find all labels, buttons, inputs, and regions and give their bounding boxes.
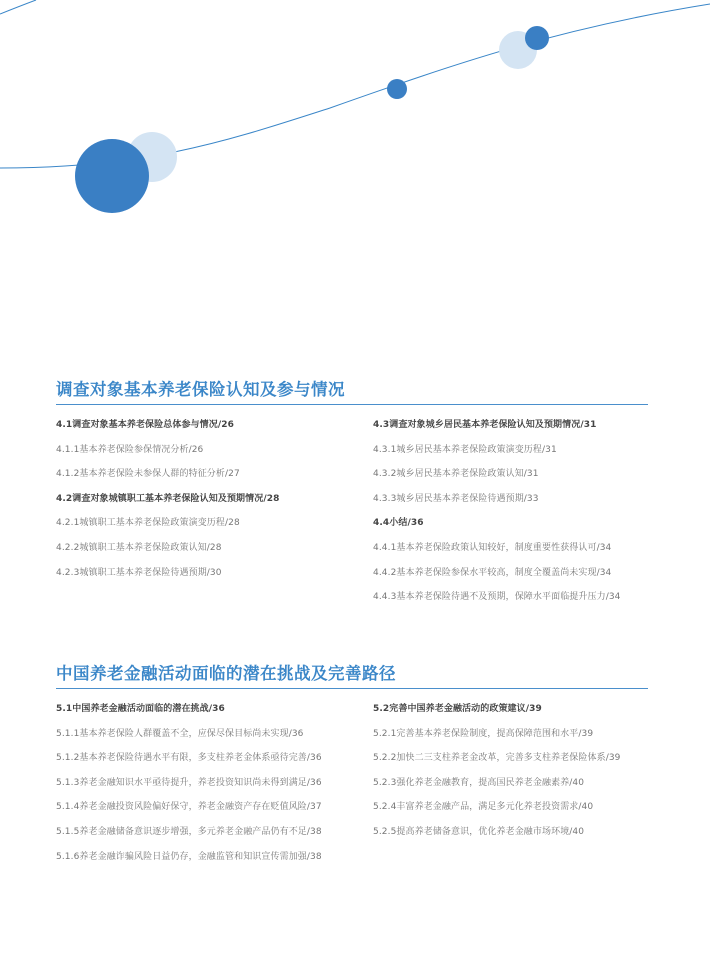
toc-item[interactable]: 4.3调查对象城乡居民基本养老保险认知及预期情况/31 [373,420,597,430]
toc-item[interactable]: 4.4小结/36 [373,518,424,529]
toc-item[interactable]: 4.2调查对象城镇职工基本养老保险认知及预期情况/28 [56,493,280,504]
toc-item[interactable]: 5.1.4养老金融投资风险偏好保守，养老金融资产存在贬值风险/37 [56,802,322,813]
toc-item[interactable]: 5.2.4丰富养老金融产品，满足多元化养老投资需求/40 [373,802,594,813]
toc-item[interactable]: 5.1.5养老金融储备意识逐步增强，多元养老金融产品仍有不足/38 [56,826,322,837]
toc-item[interactable]: 4.4.2基本养老保险参保水平较高，制度全覆盖尚未实现/34 [373,567,612,578]
dark-circle-small [387,79,407,99]
toc-item[interactable]: 5.2.3强化养老金融教育，提高国民养老金融素养/40 [373,777,585,788]
toc-item[interactable]: 4.2.2城镇职工基本养老保险政策认知/28 [56,542,222,553]
toc-item[interactable]: 4.3.1城乡居民基本养老保险政策演变历程/31 [373,444,557,455]
toc-column-left [56,702,322,874]
decorative-curve-upper [0,0,36,14]
toc-column-left [56,418,279,590]
toc-item[interactable]: 5.1.3养老金融知识水平亟待提升，养老投资知识尚未得到满足/36 [56,777,322,788]
toc-item[interactable]: 4.1.2基本养老保险未参保人群的特征分析/27 [56,469,240,480]
toc-item[interactable]: 4.4.3基本养老保险待遇不及预期，保障水平面临提升压力/34 [373,592,621,603]
toc-column-right [373,418,621,615]
toc-item[interactable]: 5.1中国养老金融活动面临的潜在挑战/36 [56,704,225,714]
toc-item[interactable]: 5.1.1基本养老保险人群覆盖不全，应保尽保目标尚未实现/36 [56,728,304,739]
toc-item[interactable]: 5.2.5提高养老储备意识，优化养老金融市场环境/40 [373,826,585,837]
toc-item[interactable]: 4.1.1基本养老保险参保情况分析/26 [56,444,204,455]
toc-section-4 [56,379,648,603]
toc-item[interactable]: 5.1.2基本养老保险待遇水平有限，多支柱养老金体系亟待完善/36 [56,753,322,764]
toc-item[interactable]: 5.2.1完善基本养老保险制度，提高保障范围和水平/39 [373,728,594,739]
toc-column-right [373,702,621,850]
toc-item[interactable]: 5.2完善中国养老金融活动的政策建议/39 [373,704,542,714]
section-title: 调查对象基本养老保险认知及参与情况 [56,380,345,399]
dark-circle-right [525,26,549,50]
decorative-header-graphic [0,0,710,230]
dark-circle-left [75,139,149,213]
toc-item[interactable]: 4.3.2城乡居民基本养老保险政策认知/31 [373,469,539,480]
toc-item[interactable]: 5.1.6养老金融诈骗风险日益仍存，金融监管和知识宣传需加强/38 [56,851,322,862]
toc-item[interactable]: 4.2.1城镇职工基本养老保险政策演变历程/28 [56,518,240,529]
toc-item[interactable]: 4.4.1基本养老保险政策认知较好，制度重要性获得认可/34 [373,542,612,553]
section-title: 中国养老金融活动面临的潜在挑战及完善路径 [56,664,396,683]
toc-section-5 [56,663,648,862]
toc-item[interactable]: 4.1调查对象基本养老保险总体参与情况/26 [56,420,234,430]
toc-item[interactable]: 5.2.2加快二三支柱养老金改革，完善多支柱养老保险体系/39 [373,753,621,764]
toc-item[interactable]: 4.2.3城镇职工基本养老保险待遇预期/30 [56,567,222,578]
toc-item[interactable]: 4.3.3城乡居民基本养老保险待遇预期/33 [373,493,539,504]
section-divider [56,688,648,689]
section-divider [56,404,648,405]
